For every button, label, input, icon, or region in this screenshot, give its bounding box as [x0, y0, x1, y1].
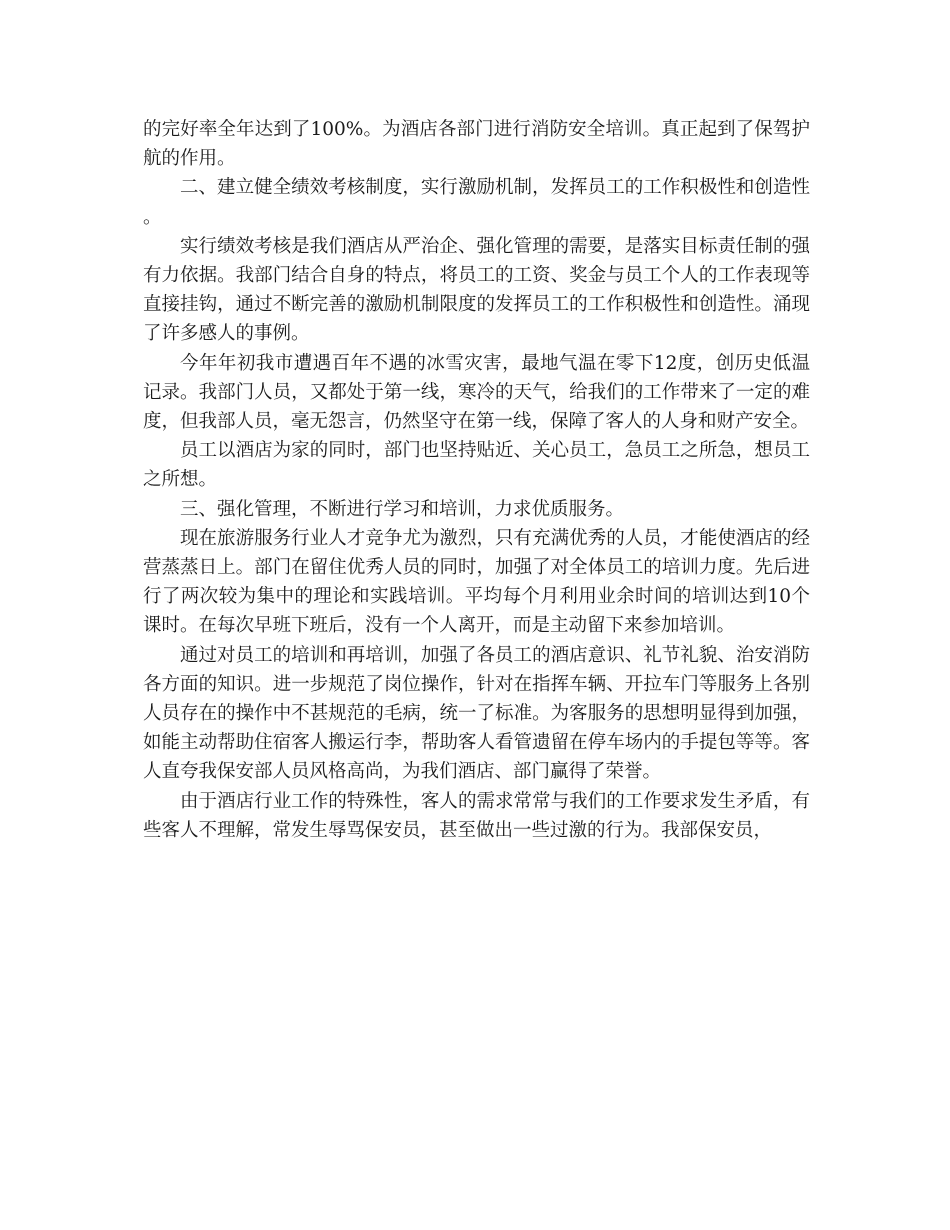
paragraph-continuation: 的完好率全年达到了100%。为酒店各部门进行消防安全培训。真正起到了保驾护航的作用。	[143, 119, 810, 170]
document-body	[143, 115, 810, 845]
paragraph-performance-review: 实行绩效考核是我们酒店从严治企、强化管理的需要，是落实目标责任制的强有力依据。我部门结合自身的特点，将员工的工资、奖金与员工个人的工作表现等直接挂钩，通过不断完善的激励机制限度的发挥员工的工作积极性和创造性。涌现了许多感人的事例。	[143, 235, 810, 345]
section-heading-performance-review: 二、建立健全绩效考核制度，实行激励机制，发挥员工的工作积极性和创造性。	[143, 177, 810, 228]
paragraph-guest-conflicts: 由于酒店行业工作的特殊性，客人的需求常常与我们的工作要求发生矛盾，有些客人不理解，常发生辱骂保安员，甚至做出一些过激的行为。我部保安员，	[143, 790, 810, 841]
paragraph-training-results: 通过对员工的培训和再培训，加强了各员工的酒店意识、礼节礼貌、治安消防各方面的知识。进一步规范了岗位操作，针对在指挥车辆、开拉车门等服务上各别人员存在的操作中不甚规范的毛病，统一了标准。为客服务的思想明显得到加强，如能主动帮助住宿客人搬运行李，帮助客人看管遗留在停车场内的手提包等等。客人直夸我保安部人员风格高尚，为我们酒店、部门赢得了荣誉。	[143, 644, 810, 783]
paragraph-snow-disaster: 今年年初我市遭遇百年不遇的冰雪灾害，最地气温在零下12度，创历史低温记录。我部门人员，又都处于第一线，寒冷的天气，给我们的工作带来了一定的难度，但我部人员，毫无怨言，仍然坚守在第一线，保障了客人的人身和财产安全。	[143, 352, 810, 433]
paragraph-caring-staff: 员工以酒店为家的同时，部门也坚持贴近、关心员工，急员工之所急，想员工之所想。	[143, 440, 810, 491]
paragraph-training-effort: 现在旅游服务行业人才竞争尤为激烈，只有充满优秀的人员，才能使酒店的经营蒸蒸日上。部门在留住优秀人员的同时，加强了对全体员工的培训力度。先后进行了两次较为集中的理论和实践培训。平均每个月利用业余时间的培训达到10个课时。在每次早班下班后，没有一个人离开，而是主动留下来参加培训。	[143, 527, 810, 637]
section-heading-training: 三、强化管理，不断进行学习和培训，力求优质服务。	[180, 498, 625, 520]
